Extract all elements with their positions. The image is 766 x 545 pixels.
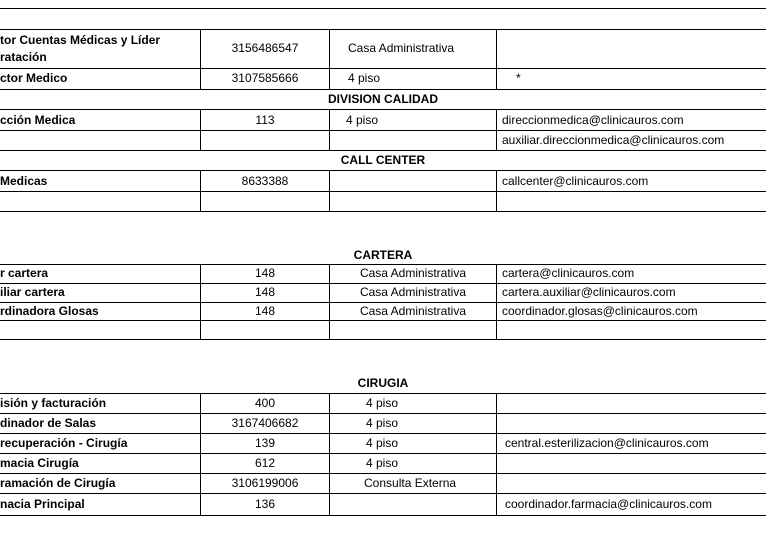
location-cell: 4 piso — [366, 436, 399, 450]
location-cell: 4 piso — [366, 396, 399, 410]
area-name: cción Medica — [0, 113, 76, 127]
area-name: tor Cuentas Médicas y Líder — [0, 33, 161, 47]
email-cell: coordinador.farmacia@clinicauros.com — [505, 497, 712, 511]
table-border-bottom — [0, 515, 766, 516]
phone-cell: 148 — [254, 285, 276, 299]
row-divider — [0, 150, 766, 151]
column-divider — [496, 264, 497, 339]
phone-cell: 113 — [255, 113, 275, 127]
table-border-top — [0, 8, 766, 9]
email-cell: cartera@clinicauros.com — [502, 266, 635, 280]
phone-cell: 3167406682 — [231, 416, 299, 430]
email-cell: callcenter@clinicauros.com — [502, 174, 649, 188]
row-divider — [0, 453, 766, 454]
row-divider — [0, 211, 766, 212]
row-divider — [0, 302, 766, 303]
row-divider — [0, 191, 766, 192]
column-divider — [496, 170, 497, 211]
location-cell: Consulta Externa — [364, 476, 457, 490]
row-divider — [0, 109, 766, 110]
area-name: nacia Principal — [0, 497, 85, 511]
row-divider — [0, 493, 766, 494]
section-header-cirugia: CIRUGIA — [357, 376, 409, 390]
row-divider — [0, 433, 766, 434]
area-name: ctor Medico — [0, 71, 68, 85]
email-cell: cartera.auxiliar@clinicauros.com — [502, 285, 676, 299]
column-divider — [496, 29, 497, 89]
location-cell: Casa Administrativa — [359, 266, 467, 280]
row-divider — [0, 264, 766, 265]
row-divider — [0, 339, 766, 340]
column-divider — [496, 393, 497, 515]
row-divider — [0, 89, 766, 90]
row-divider — [0, 283, 766, 284]
area-name: r cartera — [0, 266, 49, 280]
phone-cell: 3107585666 — [231, 71, 299, 85]
phone-cell: 3106199006 — [231, 476, 299, 490]
email-cell: central.esterilizacion@clinicauros.com — [505, 436, 709, 450]
phone-cell: 139 — [254, 436, 276, 450]
section-header-calidad: DIVISION CALIDAD — [327, 92, 438, 106]
location-cell: 4 piso — [366, 456, 399, 470]
email-cell: coordinador.glosas@clinicauros.com — [502, 304, 698, 318]
phone-cell: 400 — [254, 396, 276, 410]
phone-cell: 612 — [254, 456, 276, 470]
section-header-call-center: CALL CENTER — [340, 153, 426, 167]
area-name: recuperación - Cirugía — [0, 436, 128, 450]
location-cell: Casa Administrativa — [359, 304, 467, 318]
row-divider — [0, 473, 766, 474]
email-cell: direccionmedica@clinicauros.com — [502, 113, 684, 127]
row-divider — [0, 170, 766, 171]
location-cell: 4 piso — [346, 113, 379, 127]
location-cell: 4 piso — [366, 416, 399, 430]
area-name: isión y facturación — [0, 396, 107, 410]
column-divider — [329, 393, 330, 515]
row-divider — [0, 413, 766, 414]
row-divider — [0, 320, 766, 321]
section-header-cartera: CARTERA — [353, 248, 413, 262]
area-name: macia Cirugía — [0, 456, 79, 470]
row-divider — [0, 68, 766, 69]
area-name: Medicas — [0, 174, 48, 188]
area-name: ramación de Cirugía — [0, 476, 116, 490]
email-cell: auxiliar.direccionmedica@clinicauros.com — [502, 133, 725, 147]
location-cell: 4 piso — [348, 71, 381, 85]
table-border — [0, 29, 766, 30]
location-cell: Casa Administrativa — [359, 285, 467, 299]
area-name: dinador de Salas — [0, 416, 97, 430]
phone-cell: 3156486547 — [231, 41, 299, 55]
column-divider — [496, 109, 497, 150]
phone-cell: 148 — [254, 266, 276, 280]
phone-cell: 148 — [254, 304, 276, 318]
location-cell: Casa Administrativa — [348, 41, 455, 55]
row-divider — [0, 130, 766, 131]
email-cell: * — [516, 71, 521, 85]
column-divider — [329, 109, 330, 150]
area-name: iliar cartera — [0, 285, 65, 299]
column-divider — [329, 29, 330, 89]
area-name: ratación — [0, 50, 47, 64]
row-divider — [0, 393, 766, 394]
phone-cell: 136 — [254, 497, 276, 511]
phone-cell: 8633388 — [241, 174, 289, 188]
column-divider — [329, 170, 330, 211]
area-name: rdinadora Glosas — [0, 304, 99, 318]
